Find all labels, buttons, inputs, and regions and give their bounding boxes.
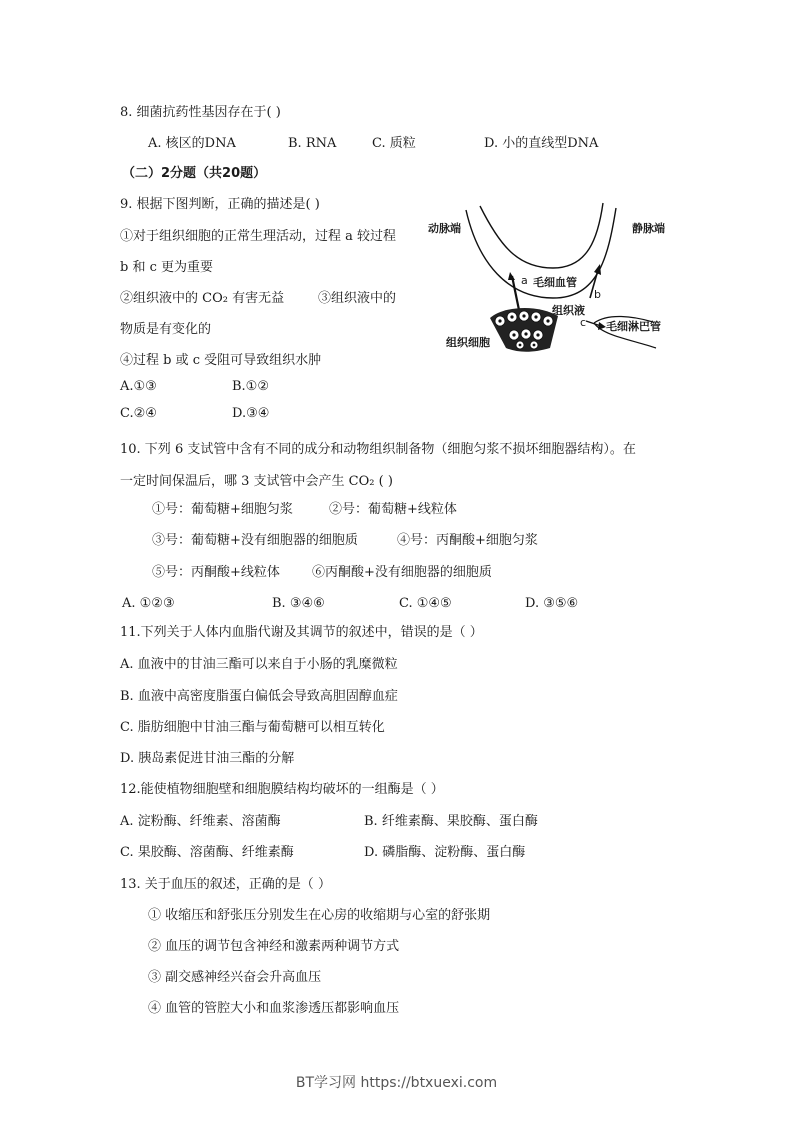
q13-item-1: ① 收缩压和舒张压分别发生在心房的收缩期与心室的舒张期 bbox=[148, 908, 491, 923]
q10-item-3: ③号：葡萄糖+没有细胞器的细胞质 bbox=[152, 533, 358, 548]
q9-stem: 9. 根据下图判断，正确的描述是( ) bbox=[120, 197, 320, 212]
q10-item-4: ④号：丙酮酸+细胞匀浆 bbox=[397, 533, 538, 548]
q9-statement-3b: 物质是有变化的 bbox=[120, 322, 212, 337]
lymph-capillary-label: 毛细淋巴管 bbox=[606, 320, 661, 333]
process-a-label: a bbox=[521, 274, 528, 287]
footer-watermark: BT学习网 https://btxuexi.com bbox=[295, 1075, 498, 1091]
q9-option-b: B.①② bbox=[232, 379, 269, 394]
q8-option-d: D. 小的直线型DNA bbox=[484, 136, 599, 151]
q10-stem-line1: 10. 下列 6 支试管中含有不同的成分和动物组织制备物（细胞匀浆不损坏细胞器结构）。在 bbox=[120, 442, 636, 457]
section-heading: （二）2分题（共20题） bbox=[122, 166, 267, 181]
q9-statement-4: ④过程 b 或 c 受阻可导致组织水肿 bbox=[120, 353, 322, 368]
arterial-end-label: 动脉端 bbox=[428, 222, 461, 235]
q12-option-b: B. 纤维素酶、果胶酶、蛋白酶 bbox=[364, 814, 538, 829]
q10-item-2: ②号：葡萄糖+线粒体 bbox=[329, 502, 457, 517]
capillary-diagram bbox=[418, 188, 668, 358]
q12-option-a: A. 淀粉酶、纤维素、溶菌酶 bbox=[120, 814, 281, 829]
q10-item-1: ①号：葡萄糖+细胞匀浆 bbox=[152, 502, 293, 517]
q8-stem: 8. 细菌抗药性基因存在于( ) bbox=[120, 105, 281, 120]
q12-stem: 12.能使植物细胞壁和细胞膜结构均破坏的一组酶是（ ） bbox=[120, 782, 444, 797]
capillary-label: 毛细血管 bbox=[533, 276, 577, 289]
process-c-label: c bbox=[580, 316, 587, 329]
q8-option-c: C. 质粒 bbox=[372, 136, 416, 151]
venous-end-label: 静脉端 bbox=[632, 222, 665, 235]
q13-item-2: ② 血压的调节包含神经和激素两种调节方式 bbox=[148, 939, 400, 954]
q10-option-a: A. ①②③ bbox=[122, 596, 175, 611]
q9-option-d: D.③④ bbox=[232, 406, 270, 421]
q11-option-b: B. 血液中高密度脂蛋白偏低会导致高胆固醇血症 bbox=[120, 689, 398, 704]
q9-option-a: A.①③ bbox=[120, 379, 157, 394]
q11-option-c: C. 脂肪细胞中甘油三酯与葡萄糖可以相互转化 bbox=[120, 720, 385, 735]
q9-statement-2: ②组织液中的 CO₂ 有害无益 bbox=[120, 291, 285, 306]
q11-option-a: A. 血液中的甘油三酯可以来自于小肠的乳糜微粒 bbox=[120, 657, 398, 672]
q9-statement-1a: ①对于组织细胞的正常生理活动，过程 a 较过程 bbox=[120, 229, 397, 244]
tissue-fluid-label: 组织液 bbox=[552, 304, 585, 317]
q10-item-5: ⑤号：丙酮酸+线粒体 bbox=[152, 565, 280, 580]
q10-option-b: B. ③④⑥ bbox=[272, 596, 325, 611]
q10-option-d: D. ③⑤⑥ bbox=[525, 596, 579, 611]
q13-item-3: ③ 副交感神经兴奋会升高血压 bbox=[148, 970, 322, 985]
q9-option-c: C.②④ bbox=[120, 406, 157, 421]
q10-stem-line2: 一定时间保温后，哪 3 支试管中会产生 CO₂ ( ) bbox=[120, 474, 393, 489]
q12-option-d: D. 磷脂酶、淀粉酶、蛋白酶 bbox=[364, 845, 526, 860]
q11-stem: 11.下列关于人体内血脂代谢及其调节的叙述中，错误的是（ ） bbox=[120, 625, 483, 640]
q8-option-a: A. 核区的DNA bbox=[148, 136, 236, 151]
q10-item-6: ⑥丙酮酸+没有细胞器的细胞质 bbox=[312, 565, 492, 580]
q11-option-d: D. 胰岛素促进甘油三酯的分解 bbox=[120, 751, 295, 766]
q13-stem: 13. 关于血压的叙述，正确的是（ ） bbox=[120, 877, 331, 892]
q10-option-c: C. ①④⑤ bbox=[399, 596, 452, 611]
q9-statement-1b: b 和 c 更为重要 bbox=[120, 260, 213, 275]
q12-option-c: C. 果胶酶、溶菌酶、纤维素酶 bbox=[120, 845, 294, 860]
tissue-cells-label: 组织细胞 bbox=[446, 336, 490, 349]
q8-option-b: B. RNA bbox=[288, 136, 337, 151]
q9-statement-3a: ③组织液中的 bbox=[318, 291, 397, 306]
q13-item-4: ④ 血管的管腔大小和血浆渗透压都影响血压 bbox=[148, 1001, 400, 1016]
process-b-label: b bbox=[594, 288, 601, 301]
